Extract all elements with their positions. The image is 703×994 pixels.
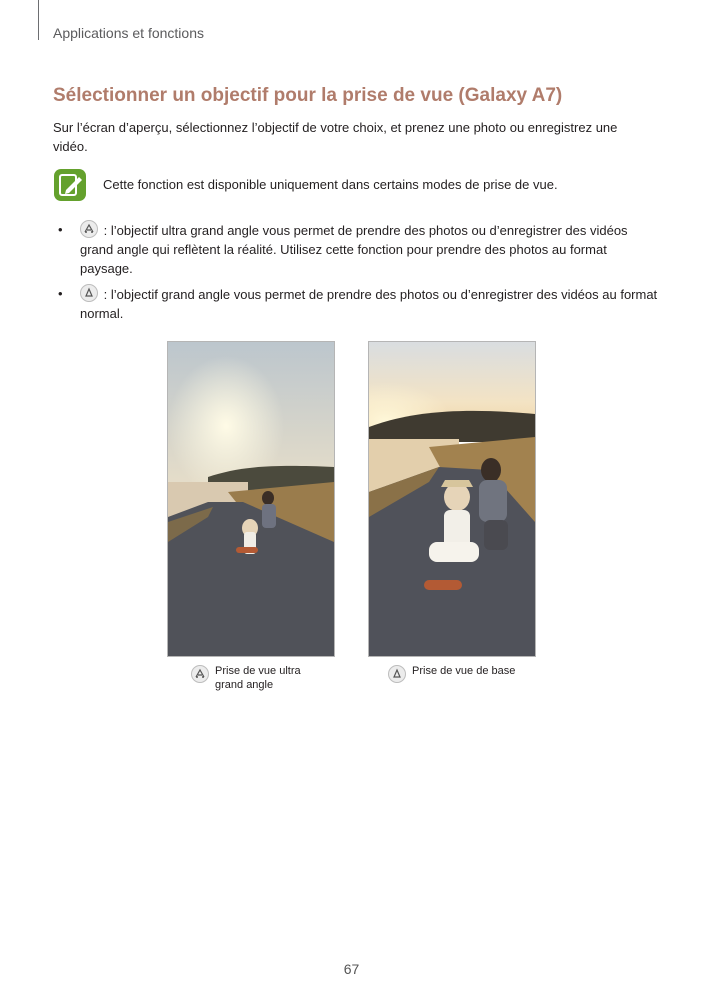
bullet-ultra-wide-text: : l’objectif ultra grand angle vous permet de prendre des photos ou d’enregistrer des vidéos grand angle qui reflètent la réalité. Utilisez cette fonction pour prendre des photos au format paysage.: [80, 223, 628, 276]
base-photo: [368, 341, 536, 657]
bullet-dot: •: [58, 222, 63, 237]
bullet-wide: [58, 284, 658, 323]
section-header: Applications et fonctions: [53, 25, 204, 41]
caption-base-text: Prise de vue de base: [412, 665, 516, 677]
caption-ultra-wide: [191, 664, 341, 692]
ultra-wide-photo: [167, 341, 335, 657]
caption-ultra-wide-text: Prise de vue ultra grand angle: [215, 665, 301, 691]
page-title: Sélectionner un objectif pour la prise de vue (Galaxy A7): [53, 85, 563, 106]
page-number: 67: [343, 961, 360, 977]
lens-bullet-list: [58, 220, 658, 329]
page-corner-mark: [38, 0, 39, 40]
ultra-wide-lens-icon: [80, 220, 98, 238]
bullet-wide-text: : l’objectif grand angle vous permet de prendre des photos ou d’enregistrer des vidéos au format normal.: [80, 287, 658, 321]
intro-paragraph: Sur l’écran d’aperçu, sélectionnez l’objectif de votre choix, et prenez une photo ou enregistrez une vidéo.: [53, 120, 618, 154]
ultra-wide-lens-icon: [191, 665, 209, 683]
wide-lens-icon: [388, 665, 406, 683]
caption-base: [388, 664, 538, 678]
note-text: Cette fonction est disponible uniquement dans certains modes de prise de vue.: [103, 177, 558, 192]
bullet-ultra-wide: [58, 220, 658, 278]
bullet-dot: •: [58, 286, 63, 301]
note-pencil-icon: [54, 169, 86, 201]
wide-lens-icon: [80, 284, 98, 302]
